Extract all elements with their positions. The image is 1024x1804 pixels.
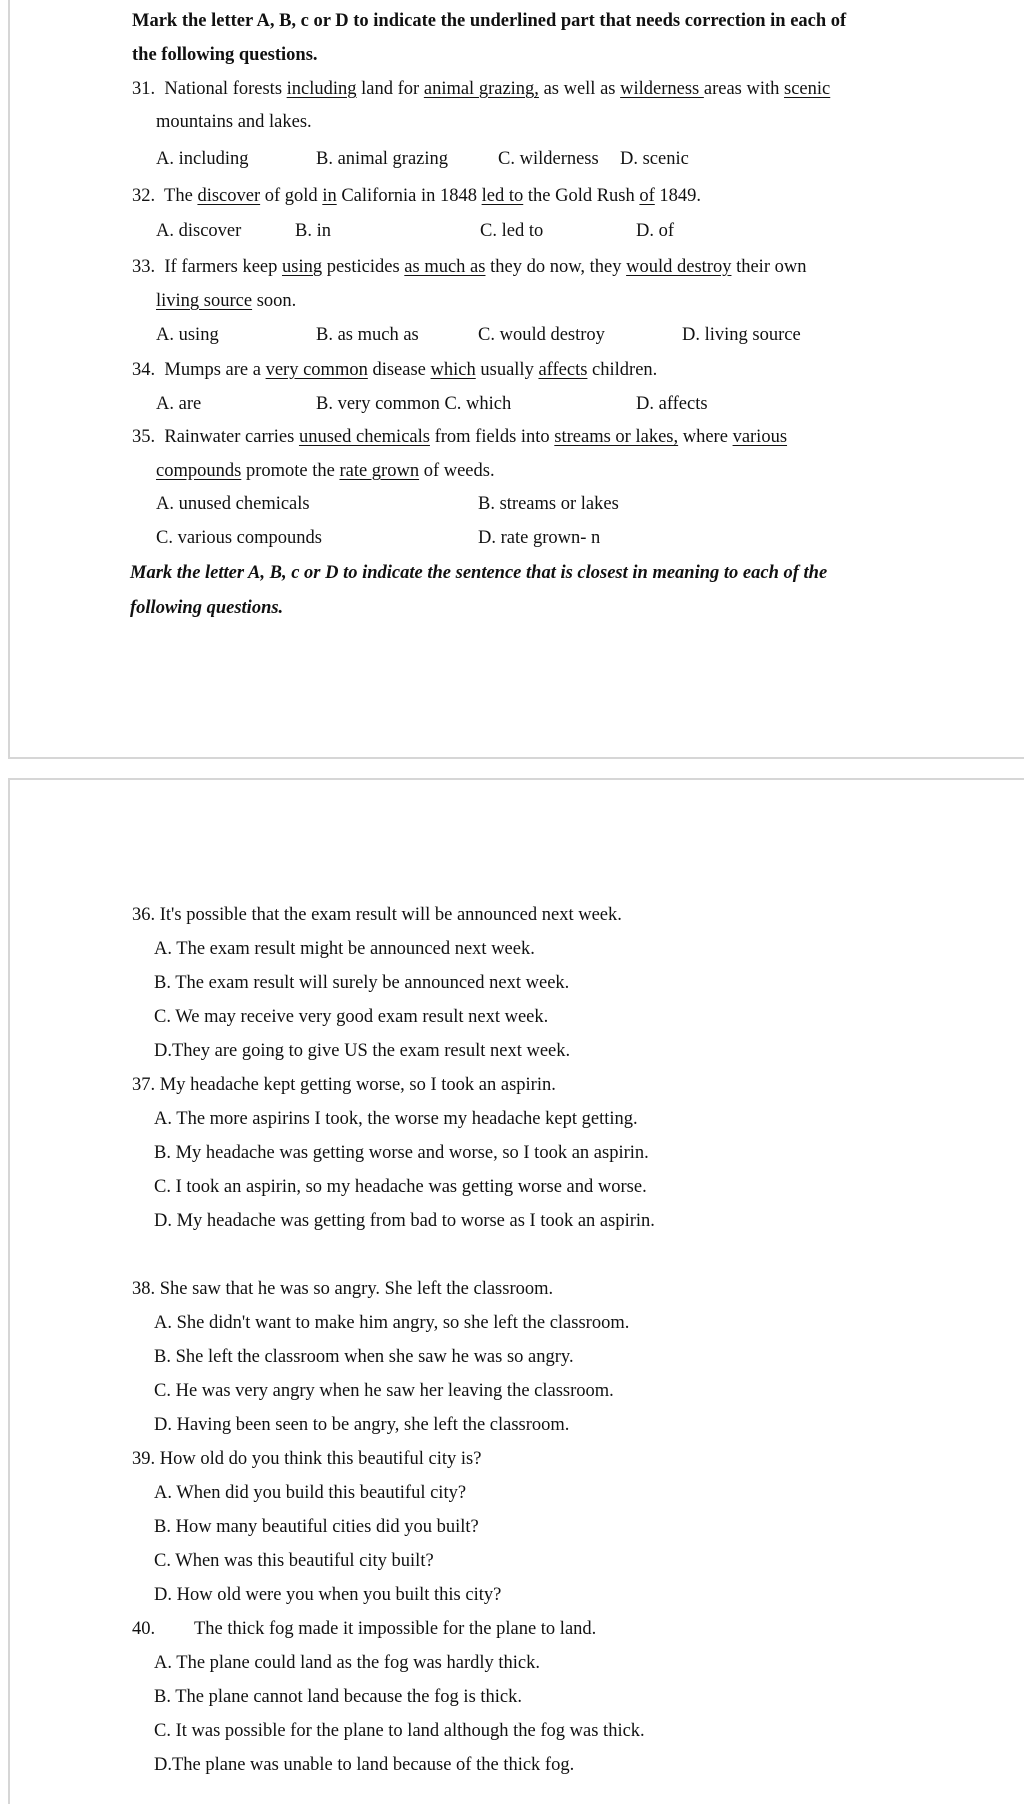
question-33-option-b: B. as much as xyxy=(316,325,419,345)
question-34-option-d: D. affects xyxy=(636,394,708,414)
stem-text: promote the xyxy=(241,461,340,481)
question-number: 31. xyxy=(132,79,156,99)
question-32-option-d: D. of xyxy=(636,221,675,241)
question-32-option-c: C. led to xyxy=(480,221,544,241)
stem-text: land for xyxy=(356,79,424,99)
question-36-option-d: D.They are going to give US the exam result next week. xyxy=(154,1041,571,1061)
question-36-option-c: C. We may receive very good exam result next week. xyxy=(154,1007,549,1027)
underlined-part: rate grown xyxy=(339,461,420,481)
question-40-stem: The thick fog made it impossible for the plane to land. xyxy=(194,1619,597,1639)
underlined-part: discover xyxy=(197,186,261,206)
question-39-option-a: A. When did you build this beautiful city? xyxy=(154,1483,467,1503)
stem-text: California in 1848 xyxy=(336,186,482,206)
stem-text: children. xyxy=(587,360,658,380)
question-31-option-b: B. animal grazing xyxy=(316,149,449,169)
question-31-stem xyxy=(132,78,830,100)
stem-text: areas with xyxy=(703,79,785,99)
question-32-option-b: B. in xyxy=(295,221,331,241)
instruction-underline-correction-cont: the following questions. xyxy=(132,45,318,65)
stem-text: disease xyxy=(367,360,431,380)
question-32-stem xyxy=(132,185,701,207)
instruction-closest-meaning: Mark the letter A, B, c or D to indicate the sentence that is closest in meaning to each of the xyxy=(130,563,828,583)
underlined-part: of xyxy=(639,186,655,206)
question-39-stem: 39. How old do you think this beautiful city is? xyxy=(132,1449,482,1469)
question-39-option-c: C. When was this beautiful city built? xyxy=(154,1551,434,1571)
stem-text: the Gold Rush xyxy=(523,186,640,206)
question-31-stem-cont: mountains and lakes. xyxy=(156,112,312,132)
underlined-part: including xyxy=(286,79,357,99)
stem-text: soon. xyxy=(252,291,297,311)
stem-text: Rainwater carries xyxy=(164,427,299,447)
stem-text: as well as xyxy=(538,79,621,99)
question-35-option-b: B. streams or lakes xyxy=(478,494,619,514)
question-38-stem: 38. She saw that he was so angry. She left the classroom. xyxy=(132,1279,554,1299)
question-39-option-d: D. How old were you when you built this city? xyxy=(154,1585,502,1605)
question-32-option-a: A. discover xyxy=(156,221,242,241)
question-31-option-c: C. wilderness xyxy=(498,149,599,169)
underlined-part: led to xyxy=(481,186,524,206)
question-number: 33. xyxy=(132,257,156,277)
underlined-part: streams or lakes, xyxy=(554,427,679,447)
question-40-option-a: A. The plane could land as the fog was hardly thick. xyxy=(154,1653,540,1673)
stem-text: 1849. xyxy=(654,186,702,206)
question-33-stem xyxy=(132,256,806,278)
question-37-stem: 37. My headache kept getting worse, so I took an aspirin. xyxy=(132,1075,556,1095)
stem-text: they do now, they xyxy=(485,257,627,277)
underlined-part: animal grazing, xyxy=(423,79,539,99)
question-40-option-b: B. The plane cannot land because the fog is thick. xyxy=(154,1687,523,1707)
underlined-part: compounds xyxy=(156,461,242,481)
question-36-stem: 36. It's possible that the exam result will be announced next week. xyxy=(132,905,622,925)
stem-text: from fields into xyxy=(429,427,555,447)
question-number: 35. xyxy=(132,427,156,447)
question-40-number: 40. xyxy=(132,1619,156,1639)
stem-text: usually xyxy=(475,360,539,380)
stem-text: pesticides xyxy=(322,257,405,277)
instruction-closest-meaning-cont: following questions. xyxy=(130,598,284,618)
page-2 xyxy=(8,778,1024,1804)
question-38-option-b: B. She left the classroom when she saw he was so angry. xyxy=(154,1347,574,1367)
stem-text: their own xyxy=(731,257,807,277)
underlined-part: affects xyxy=(538,360,588,380)
page-1 xyxy=(8,0,1024,759)
question-35-option-a: A. unused chemicals xyxy=(156,494,310,514)
stem-text: If farmers keep xyxy=(164,257,282,277)
question-34-stem xyxy=(132,359,657,381)
underlined-part: unused chemicals xyxy=(298,427,430,447)
question-34-option-bc: B. very common C. which xyxy=(316,394,512,414)
question-36-option-b: B. The exam result will surely be announced next week. xyxy=(154,973,570,993)
question-33-stem-cont xyxy=(156,290,296,312)
stem-text: where xyxy=(678,427,733,447)
question-38-option-c: C. He was very angry when he saw her leaving the classroom. xyxy=(154,1381,614,1401)
question-35-stem xyxy=(132,426,787,448)
question-31-option-d: D. scenic xyxy=(620,149,689,169)
question-39-option-b: B. How many beautiful cities did you built? xyxy=(154,1517,479,1537)
stem-text: The xyxy=(164,186,198,206)
underlined-part: very common xyxy=(265,360,368,380)
underlined-part: using xyxy=(282,257,323,277)
stem-text: National forests xyxy=(164,79,287,99)
question-31-option-a: A. including xyxy=(156,149,249,169)
question-38-option-d: D. Having been seen to be angry, she left the classroom. xyxy=(154,1415,570,1435)
underlined-part: as much as xyxy=(404,257,486,277)
question-33-option-c: C. would destroy xyxy=(478,325,605,345)
underlined-part: which xyxy=(430,360,476,380)
underlined-part: would destroy xyxy=(626,257,732,277)
instruction-underline-correction: Mark the letter A, B, c or D to indicate the underlined part that needs correction in each of xyxy=(132,11,847,31)
underlined-part: wilderness xyxy=(620,79,704,99)
question-37-option-b: B. My headache was getting worse and worse, so I took an aspirin. xyxy=(154,1143,649,1163)
underlined-part: living source xyxy=(156,291,253,311)
underlined-part: in xyxy=(322,186,337,206)
question-38-option-a: A. She didn't want to make him angry, so she left the classroom. xyxy=(154,1313,630,1333)
stem-text: of gold xyxy=(260,186,323,206)
underlined-part: scenic xyxy=(784,79,831,99)
question-number: 34. xyxy=(132,360,156,380)
stem-text: of weeds. xyxy=(419,461,495,481)
question-35-option-c: C. various compounds xyxy=(156,528,322,548)
question-35-stem-cont xyxy=(156,460,495,482)
question-40-option-c: C. It was possible for the plane to land although the fog was thick. xyxy=(154,1721,645,1741)
question-37-option-c: C. I took an aspirin, so my headache was getting worse and worse. xyxy=(154,1177,647,1197)
question-35-option-d: D. rate grown- n xyxy=(478,528,601,548)
question-34-option-a: A. are xyxy=(156,394,202,414)
stem-text: Mumps are a xyxy=(164,360,266,380)
question-37-option-a: A. The more aspirins I took, the worse my headache kept getting. xyxy=(154,1109,638,1129)
question-33-option-d: D. living source xyxy=(682,325,801,345)
question-37-option-d: D. My headache was getting from bad to worse as I took an aspirin. xyxy=(154,1211,655,1231)
question-33-option-a: A. using xyxy=(156,325,219,345)
underlined-part: various xyxy=(732,427,788,447)
question-number: 32. xyxy=(132,186,156,206)
question-40-option-d: D.The plane was unable to land because of the thick fog. xyxy=(154,1755,575,1775)
question-36-option-a: A. The exam result might be announced next week. xyxy=(154,939,535,959)
